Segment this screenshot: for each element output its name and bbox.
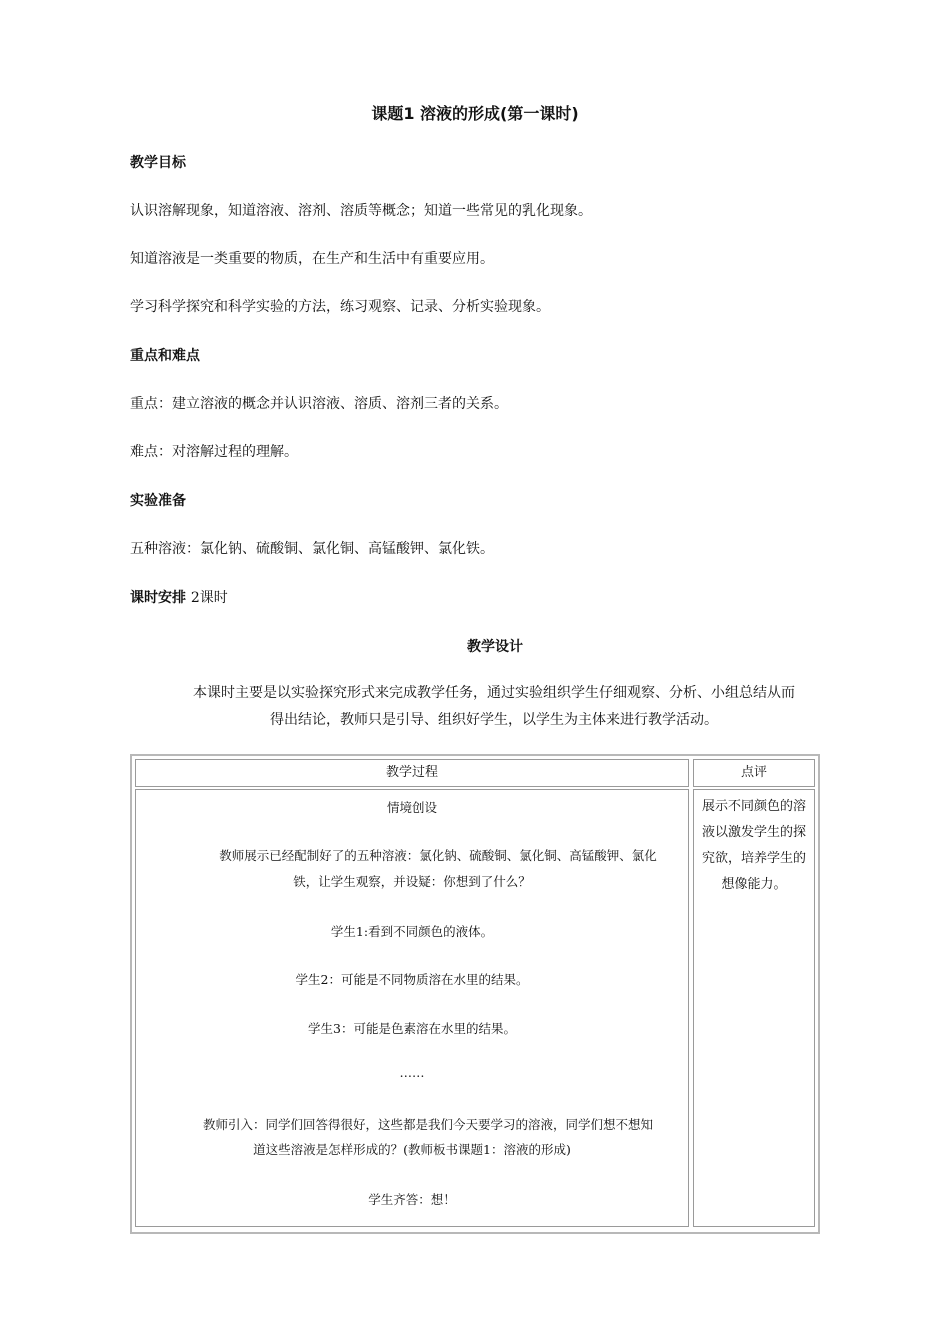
process-line: 道这些溶液是怎样形成的？(教师板书课题1：溶液的形成): [253, 1142, 571, 1157]
process-line: 学生3：可能是色素溶在水里的结果。: [308, 1021, 516, 1036]
header-process: 教学过程: [385, 765, 438, 780]
key-points-heading: 重点和难点: [130, 348, 200, 364]
header-comment: 点评: [740, 765, 767, 780]
objective-item-1: 认识溶解现象，知道溶液、溶剂、溶质等概念；知道一些常见的乳化现象。: [130, 203, 592, 219]
schedule-value: 2课时: [190, 590, 228, 606]
focus-text: 重点：建立溶液的概念并认识溶液、溶质、溶剂三者的关系。: [130, 396, 508, 412]
teaching-table: [130, 754, 820, 1234]
process-line: 教师引入：同学们回答得很好，这些都是我们今天要学习的溶液，同学们想不想知: [202, 1117, 653, 1132]
process-line: 铁，让学生观察，并设疑：你想到了什么？: [293, 874, 531, 889]
difficulty-text: 难点：对溶解过程的理解。: [130, 444, 298, 460]
process-line: 学生2：可能是不同物质溶在水里的结果。: [295, 972, 529, 987]
process-line: 教师展示已经配制好了的五种溶液：氯化钠、硫酸铜、氯化铜、高锰酸钾、氯化: [219, 848, 657, 863]
objective-item-3: 学习科学探究和科学实验的方法，练习观察、记录、分析实验现象。: [130, 299, 550, 315]
process-line: 学生齐答：想！: [368, 1192, 456, 1207]
design-intro-line-1: 本课时主要是以实验探究形式来完成教学任务，通过实验组织学生仔细观察、分析、小组总结从而: [193, 685, 795, 701]
comment-line: 究欲，培养学生的: [701, 851, 806, 866]
process-line: 情境创设: [386, 800, 437, 815]
process-cell: [135, 789, 689, 1227]
objectives-heading: 教学目标: [130, 155, 186, 171]
schedule-label: 课时安排: [130, 590, 186, 606]
process-line: ……: [399, 1065, 425, 1080]
design-intro: [130, 680, 858, 734]
comment-line: 展示不同颜色的溶: [701, 799, 806, 814]
comment-cell: [693, 789, 815, 1227]
header-process-cell: [135, 759, 689, 787]
comment-line: 液以激发学生的探: [701, 825, 806, 840]
lesson-title: 课题1 溶液的形成(第一课时): [371, 104, 579, 123]
objective-item-2: 知道溶液是一类重要的物质，在生产和生活中有重要应用。: [130, 251, 494, 267]
design-intro-line-2: 得出结论，教师只是引导、组织好学生，以学生为主体来进行教学活动。: [270, 712, 718, 728]
process-line: 学生1:看到不同颜色的液体。: [330, 924, 494, 939]
schedule-line: [130, 587, 228, 607]
comment-line: 想像能力。: [721, 877, 787, 892]
header-comment-cell: [693, 759, 815, 787]
design-heading: 教学设计: [467, 639, 523, 655]
preparation-text: 五种溶液：氯化钠、硫酸铜、氯化铜、高锰酸钾、氯化铁。: [130, 541, 494, 557]
preparation-heading: 实验准备: [130, 493, 186, 509]
